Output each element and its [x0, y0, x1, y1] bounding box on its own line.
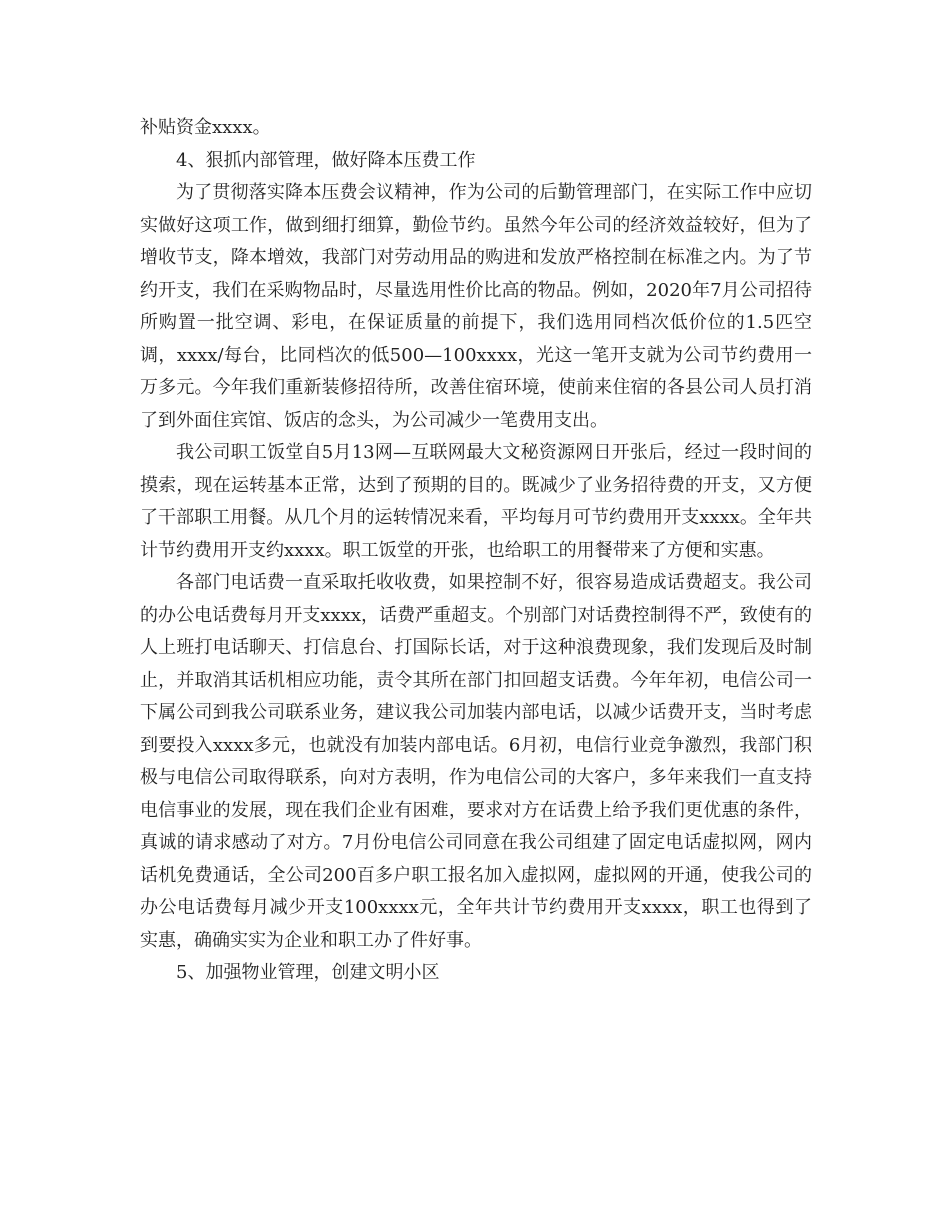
document-body: [140, 112, 812, 990]
paragraph-subsidy-fund: 补贴资金xxxx。: [140, 117, 271, 138]
paragraph-telephone-fees: 各部门电话费一直采取托收收费，如果控制不好，很容易造成话费超支。我公司的办公电话费每月开支xxxx，话费严重超支。个别部门对话费控制得不严，致使有的人上班打电话聊天、打信息台、打国际长话，对于这种浪费现象，我们发现后及时制止，并取消其话机相应功能，责令其所在部门扣回超支话费。今年年初，电信公司一下属公司到我公司联系业务，建议我公司加装内部电话，以减少话费开支，当时考虑到要投入xxxx多元，也就没有加装内部电话。6月初，电信行业竞争激烈，我部门积极与电信公司取得联系，向对方表明，作为电信公司的大客户，多年来我们一直支持电信事业的发展，现在我们企业有困难，要求对方在话费上给予我们更优惠的条件，真诚的请求感动了对方。7月份电信公司同意在我公司组建了固定电话虚拟网，网内话机免费通话，全公司200百多户职工报名加入虚拟网，虚拟网的开通，使我公司的办公电话费每月减少开支100xxxx元，全年共计节约费用开支xxxx，职工也得到了实惠，确确实实为企业和职工办了件好事。: [140, 572, 812, 951]
paragraph-cost-reduction: 为了贯彻落实降本压费会议精神，作为公司的后勤管理部门，在实际工作中应切实做好这项工作，做到细打细算，勤俭节约。虽然今年公司的经济效益较好，但为了增收节支，降本增效，我部门对劳动用品的购进和发放严格控制在标准之内。为了节约开支，我们在采购物品时，尽量选用性价比高的物品。例如，2020年7月公司招待所购置一批空调、彩电，在保证质量的前提下，我们选用同档次低价位的1.5匹空调，xxxx/每台，比同档次的低500—100xxxx，光这一笔开支就为公司节约费用一万多元。今年我们重新装修招待所，改善住宿环境，使前来住宿的各县公司人员打消了到外面住宾馆、饭店的念头，为公司减少一笔费用支出。: [140, 182, 812, 431]
section-heading-5: 5、加强物业管理，创建文明小区: [176, 962, 440, 983]
section-heading-4: 4、狠抓内部管理，做好降本压费工作: [176, 149, 476, 171]
paragraph-staff-canteen: 我公司职工饭堂自5月13网—互联网最大文秘资源网日开张后，经过一段时间的摸索，现在运转基本正常，达到了预期的目的。既减少了业务招待费的开支，又方便了干部职工用餐。从几个月的运转情况来看，平均每月可节约费用开支xxxx。全年共计节约费用开支约xxxx。职工饭堂的开张，也给职工的用餐带来了方便和实惠。: [140, 442, 812, 561]
